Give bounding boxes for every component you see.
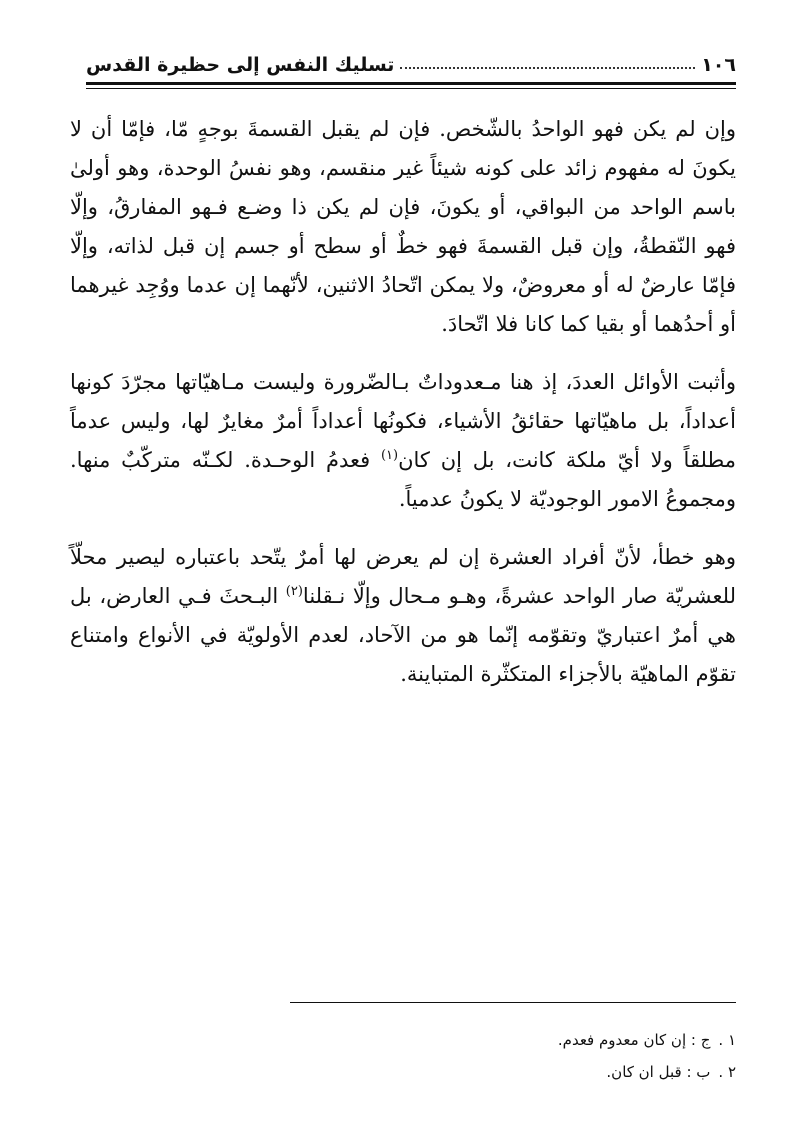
paragraph-text: وإن لم يكن فهو الواحدُ بالشّخص. فإن لم يقبل القسمةَ بوجهٍ مّا، فإمّا أن لا يكونَ له مفهوم زائد على كونه شيئاً غير منقسم، وهو نفسُ الوحدة، وهو أولىٰ باسم الواحد من البواقي، أو يكونَ، فإن لم يكن ذا وضـع فـهو المفارقُ، وإلّا فهو النّقطةُ، وإن قبل القسمةَ فهو خطٌ أو سطح أو جسم إن قبل لذاته، وإلّا فإمّا عارضٌ له أو معروضٌ، ولا يمكن اتّحادُ الاثنين، لأنّهما إن عدما ووُجِد غيرهما أو أحدُهما أو بقيا كما كانا فلا اتّحادَ. — [70, 117, 736, 336]
paragraph-1 — [70, 110, 736, 344]
running-header — [86, 40, 736, 76]
footnote-1 — [86, 1024, 736, 1056]
footnote-2 — [86, 1056, 736, 1088]
footnote-number: ١ . — [718, 1031, 736, 1049]
header-rule-thick — [86, 82, 736, 85]
footnote-text: ب : قبل ان كان. — [606, 1063, 711, 1081]
body-text — [70, 110, 736, 713]
footnote-reference-2[interactable]: (٢) — [285, 584, 303, 599]
paragraph-text: البـحثَ فـي العارض، بل هي أمرٌ اعتباريّ وتقوّمه إنّما هو من الآحاد، لعدم الأولويّة في الأنواع وامتناع تقوّم الماهيّة بالأجزاء المتكثّرة المتباينة. — [70, 584, 736, 686]
footnote-number: ٢ . — [718, 1063, 736, 1081]
paragraph-text: وهو خطأ، لأنّ أفراد العشرة إن لم يعرض لها أمرٌ يتّحد باعتباره ليصير محلّاً للعشريّة صار الواحد عشرةً، وهـو مـحال وإلّا نـقلنا — [70, 545, 736, 608]
running-title: تسليك النفس إلى حظيرة القدس — [86, 54, 395, 76]
footnote-separator — [290, 1002, 736, 1003]
header-rule-thin — [86, 88, 736, 89]
header-dot-leader — [400, 66, 695, 69]
footnote-text: ج : إن كان معدوم فعدم. — [557, 1031, 711, 1049]
page-number: ١٠٦ — [701, 54, 736, 76]
footnote-reference-1[interactable]: (١) — [380, 448, 399, 463]
paragraph-text: وأثبت الأوائل العددَ، إذ هنا مـعدوداتٌ بـالضّرورة وليست مـاهيّاتها مجرّدَ كونها أعداداً، بل ماهيّاتها حقائقُ الأشياء، فكونُها أعداداً أمرٌ مغايرٌ لها، وليس عدماً مطلقاً ولا أيّ ملكة كانت، بل إن كان — [70, 370, 736, 472]
paragraph-text: فعدمُ الوحـدة. لكـنّه متركّبٌ منها. ومجموعُ الامور الوجوديّة لا يكونُ عدمياً. — [70, 448, 736, 511]
paragraph-2 — [70, 363, 736, 519]
footnotes — [86, 1024, 736, 1088]
paragraph-3 — [70, 538, 736, 694]
